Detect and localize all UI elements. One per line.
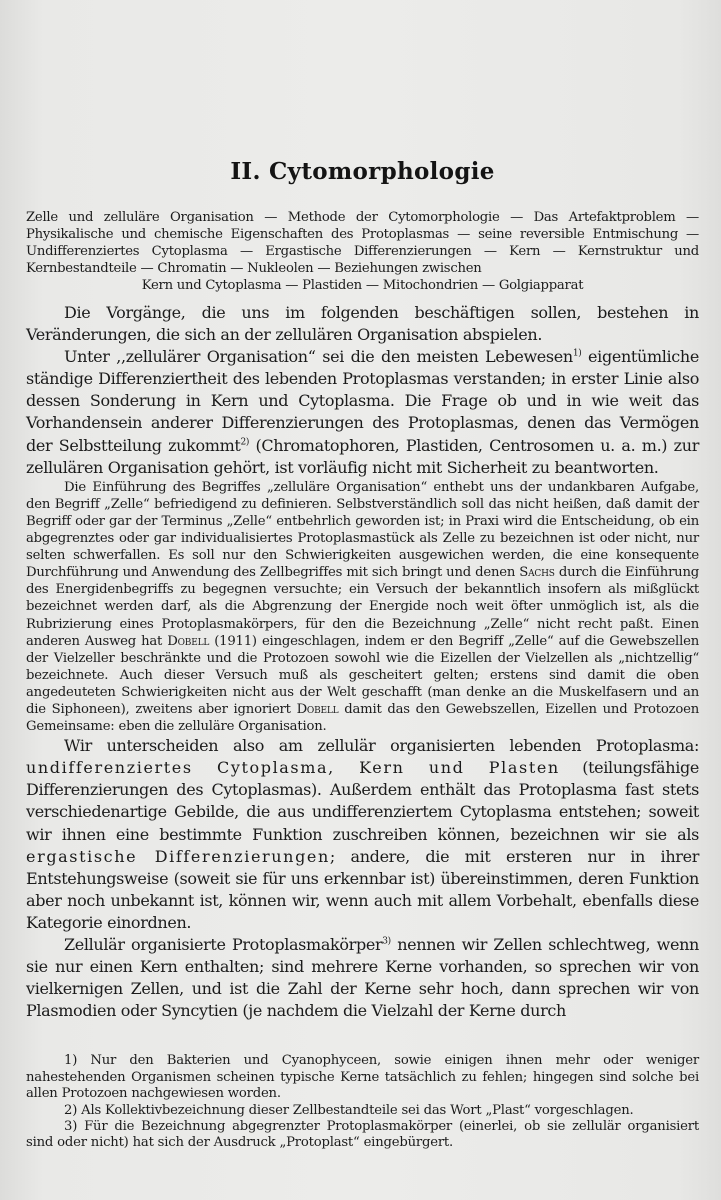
para3-text-c: ; andere, die mit ersteren nur in ihrer Entstehungsweise (soweit sie für uns erkennbar ist) übereinstimmen, deren Funktion aber noch unbekannt ist, können wir, wenn auch mit allem Vorbehalt, ebenfalls diese Kategorie einordnen.	[26, 846, 699, 932]
paragraph-1: Die Vorgänge, die uns im folgenden beschäftigen sollen, bestehen in Veränderungen, die sich an der zellulären Organisation abspielen.	[26, 303, 699, 345]
small-text-b: durch die Einführung des Energidenbegriffs zu begegnen versuchte; ein Versuch der bekanntlich insofern als mißglückt bezeichnet werden darf, als die Abgrenzung der Energide noch weit öfter unmöglich ist, als die Rubrizierung eines Protoplasmakörpers, für den die Bezeichnung „Zelle“ nicht recht paßt. Einen anderen Ausweg hat	[26, 565, 700, 649]
para2-text-b: eigentümliche ständige Differenziertheit des lebenden Protoplasmas verstanden; in erster Linie also dessen Sonderung in Kern und Cytoplasma. Die Frage ob und in wie weit das Vorhandensein anderer Differenzierungen des Protoplasmas, denen das Vermögen der Selbstteilung zukommt	[26, 347, 699, 455]
para2-text-a: Unter ,,zellulärer Organisation“ sei die den meisten Lebewesen	[64, 347, 573, 367]
para4-text-b: nennen wir Zellen schlechtweg, wenn sie nur einen Kern enthalten; sind mehrere Kerne vorhanden, so sprechen wir von vielkernigen Zellen, und ist die Zahl der Kerne sehr hoch, dann sprechen wir von Plasmodien oder Syncytien (je nachdem die Vielzahl der Kerne durch	[26, 935, 699, 1021]
paragraph-4	[26, 934, 699, 1022]
footnote-ref-1: 1)	[572, 348, 582, 359]
footnote-2: 2) Als Kollektivbezeichnung dieser Zellbestandteile sei das Wort „Plast“ vorgeschlagen.	[64, 1102, 634, 1118]
footnote-3: 3) Für die Bezeichnung abgegrenzter Protoplasmakörper (einerlei, ob sie zellulär organisiert sind oder nicht) hat sich der Ausdruck „Protoplast“ eingebürgert.	[26, 1119, 699, 1151]
footnote-ref-2: 2)	[240, 437, 250, 448]
paragraph-2	[26, 346, 699, 479]
paragraph-3	[26, 735, 699, 934]
spaced-term-1: undifferenziertes Cytoplasma, Kern und Plasten	[26, 758, 560, 778]
spaced-term-2: ergastische Differenzierungen	[26, 846, 330, 866]
para3-text-a: Wir unterscheiden also am zellulär organisierten lebenden Protoplasma:	[64, 736, 699, 756]
small-text-d: damit das den Gewebszellen, Eizellen und Protozoen Gemeinsame: eben die zelluläre Organisation.	[26, 701, 699, 735]
chapter-title: II. Cytomorphologie	[230, 158, 495, 185]
small-print-paragraph	[26, 479, 699, 735]
para3-text-b: (teilungsfähige Differenzierungen des Cytoplasmas). Außerdem enthält das Protoplasma fast stets verschiedenartige Gebilde, die aus undifferenziertem Cytoplasma entstehen; soweit wir ihnen eine bestimmte Funktion zuschreiben können, bezeichnen wir sie als	[26, 758, 699, 844]
small-text-c: (1911) eingeschlagen, indem er den Begriff „Zelle“ auf die Gewebszellen der Vielzeller beschränkte und die Protozoen sowohl wie die Eizellen der Vielzellen als „nichtzellig“ bezeichnete. Auch dieser Versuch muß als gescheitert gelten; erstens sind damit die oben angedeuteten Schwierigkeiten nicht aus der Welt geschafft (man denke an die Muskelfasern und an die Siphoneen), zweitens aber ignoriert	[26, 633, 699, 717]
footnote-1: 1) Nur den Bakterien und Cyanophyceen, sowie einigen ihnen mehr oder weniger nahestehenden Organismen scheinen typische Kerne tatsächlich zu fehlen; hingegen sind solche bei allen Protozoen nachgewiesen worden.	[26, 1053, 699, 1102]
para2-text-c: (Chromatophoren, Plastiden, Centrosomen u. a. m.) zur zellulären Organisation gehört, ist vorläufig nicht mit Sicherheit zu beantworten.	[26, 435, 699, 477]
chapter-summary	[26, 209, 699, 294]
para4-text-a: Zellulär organisierte Protoplasmakörper	[64, 935, 383, 954]
footnote-ref-3: 3)	[382, 936, 391, 947]
author-name-dobell: Dobell	[167, 633, 210, 649]
author-name-dobell-2: Dobell	[296, 701, 339, 717]
footnotes	[26, 1053, 699, 1151]
summary-line-2: Kern und Cytoplasma — Plastiden — Mitochondrien — Golgiapparat	[141, 278, 584, 293]
summary-line-1: Zelle und zelluläre Organisation — Methode der Cytomorphologie — Das Artefaktproblem — Physikalische und chemische Eigenschaften des Protoplasmas — seine reversible Entmischung — Undifferenziertes Cytoplasma — Ergastische Differenzierungen — Kern — Kernstruktur und Kernbestandteile — Chromatin — Nukleolen — Beziehungen zwischen	[26, 210, 699, 276]
author-name-sachs: Sachs	[519, 565, 555, 581]
small-text-a: Die Einführung des Begriffes „zelluläre Organisation“ enthebt uns der undankbaren Aufgabe, den Begriff „Zelle“ befriedigend zu definieren. Selbstverständlich soll das nicht heißen, daß damit der Begriff oder gar der Terminus „Zelle“ entbehrlich geworden ist; in Praxi wird die Entscheidung, ob ein abgegrenztes oder gar individualisiertes Protoplasmastück als Zelle zu bezeichnen ist oder nicht, nur selten schwerfallen. Es soll nur den Schwierigkeiten ausgewichen werden, die eine konsequente Durchführung und Anwendung des Zellbegriffes mit sich bringt und denen	[26, 479, 699, 581]
